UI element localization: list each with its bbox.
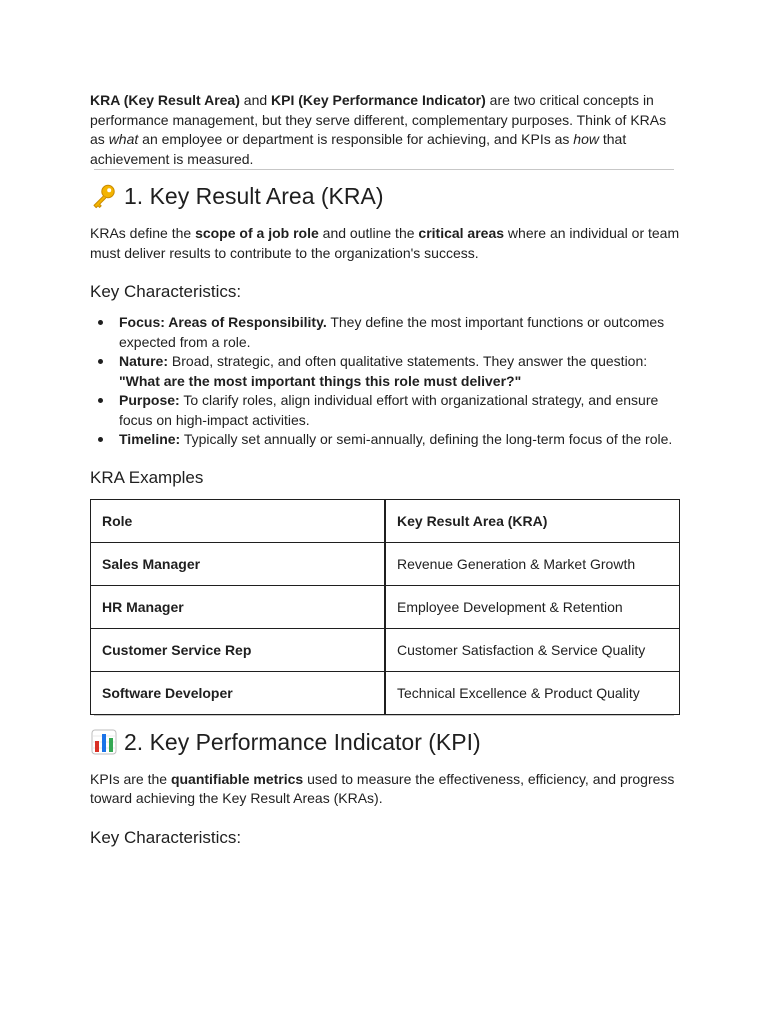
table-cell-role: Sales Manager <box>91 542 386 585</box>
intro-text-and: and <box>239 92 272 108</box>
list-item-label: Nature: <box>119 353 169 369</box>
table-cell-kra: Technical Excellence & Product Quality <box>385 671 680 714</box>
table-header-row <box>91 499 680 542</box>
section-divider <box>94 715 674 716</box>
list-item-label: Timeline: <box>119 431 181 447</box>
table-cell-kra: Revenue Generation & Market Growth <box>385 542 680 585</box>
table-cell-role: Customer Service Rep <box>91 628 386 671</box>
list-item-label: Purpose: <box>119 392 180 408</box>
table-header-cell: Role <box>91 499 386 542</box>
table-cell-role: Software Developer <box>91 671 386 714</box>
intro-what: what <box>108 131 139 147</box>
list-item <box>90 313 680 352</box>
list-item-label: Focus: Areas of Responsibility. <box>119 314 327 330</box>
kra-characteristics-heading: Key Characteristics: <box>90 282 242 301</box>
kra-desc-bold-2: critical areas <box>418 225 505 241</box>
intro-how: how <box>573 131 599 147</box>
kpi-desc-bold-1: quantifiable metrics <box>170 770 304 787</box>
kra-term: KRA (Key Result Area) <box>90 92 240 108</box>
key-icon <box>90 182 118 210</box>
kra-examples-table <box>90 499 680 715</box>
list-item <box>90 391 680 430</box>
kpi-heading <box>90 728 680 756</box>
kra-desc-bold-1: scope of a job role <box>195 225 319 241</box>
table-header-cell: Key Result Area (KRA) <box>385 499 680 542</box>
table-row <box>91 671 680 714</box>
kra-characteristics-list <box>90 313 680 450</box>
list-item <box>90 430 680 450</box>
table-cell-kra: Customer Satisfaction & Service Quality <box>385 628 680 671</box>
kra-heading <box>90 182 680 210</box>
document-page <box>90 91 680 849</box>
kpi-desc-text-1: KPIs are the <box>90 770 171 787</box>
kra-description <box>90 224 680 263</box>
bar-chart-icon <box>90 728 118 756</box>
table-cell-role: HR Manager <box>91 585 386 628</box>
kpi-term: KPI (Key Performance Indicator) <box>271 92 486 108</box>
list-item-text: Typically set annually or semi-annually, defining the long-term focus of the role. <box>180 431 673 447</box>
list-item-text: They define the most important functions or outcomes expected from a role. <box>119 314 665 350</box>
list-item-text: Broad, strategic, and often qualitative statements. They answer the question: <box>168 353 648 369</box>
kpi-heading-text: 2. Key Performance Indicator (KPI) <box>124 728 481 755</box>
table-row <box>91 585 680 628</box>
kra-heading-text: 1. Key Result Area (KRA) <box>124 183 384 209</box>
kra-desc-text-1: KRAs define the <box>90 225 196 241</box>
intro-text-3: that achievement is measured. <box>90 131 627 167</box>
intro-text-1: are two critical concepts in performance management, but they serve different, complementary purposes. Think of KRAs as <box>90 92 667 147</box>
list-item <box>90 352 680 391</box>
section-divider <box>94 169 674 170</box>
table-row <box>91 542 680 585</box>
kpi-desc-text-2: used to measure the effectiveness, efficiency, and progress toward achieving the Key Result Areas (KRAs). <box>90 770 675 806</box>
list-item-quote: "What are the most important things this role must deliver?" <box>119 372 522 389</box>
intro-text-2: an employee or department is responsible for achieving, and KPIs as <box>138 131 574 147</box>
kra-examples-heading: KRA Examples <box>90 467 204 487</box>
kpi-description <box>90 770 680 809</box>
table-row <box>91 628 680 671</box>
kra-desc-text-2: and outline the <box>318 225 419 241</box>
table-cell-kra: Employee Development & Retention <box>385 585 680 628</box>
kpi-characteristics-heading: Key Characteristics: <box>90 827 242 847</box>
list-item-text: To clarify roles, align individual effort with organizational strategy, and ensure focus on high-impact activities. <box>119 392 659 428</box>
intro-paragraph <box>90 91 680 169</box>
kra-desc-text-3: where an individual or team must deliver results to contribute to the organization's success. <box>90 225 680 261</box>
